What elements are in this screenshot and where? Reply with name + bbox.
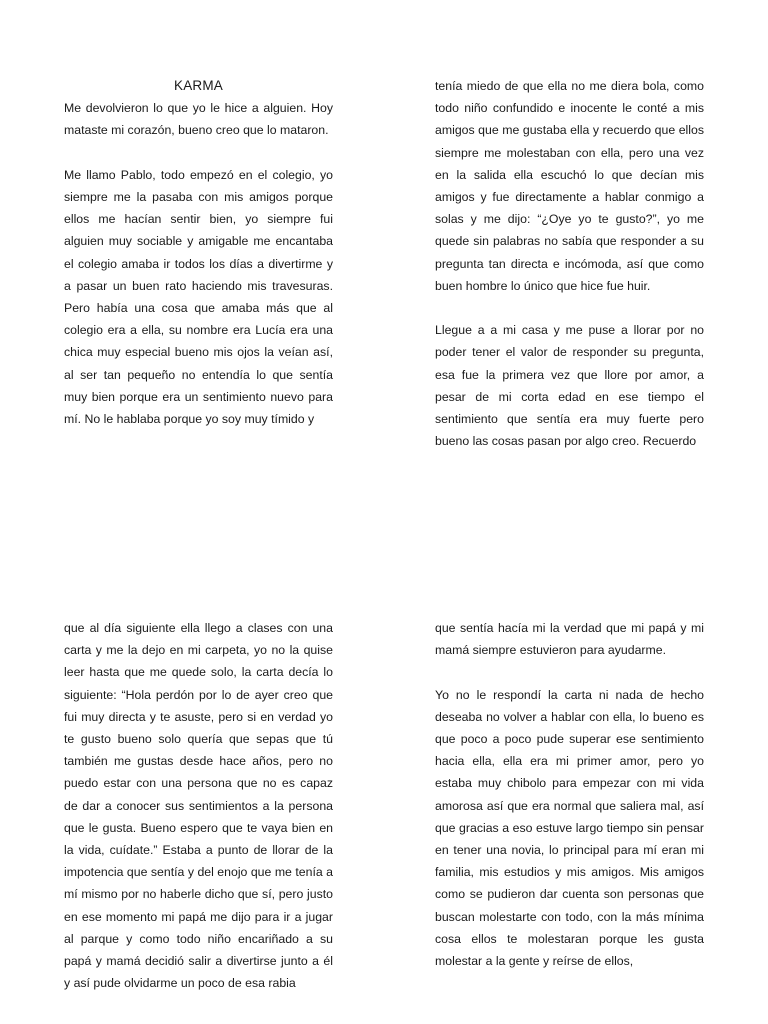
document-title: KARMA <box>173 78 223 93</box>
page-quadrant-top-right <box>435 75 704 452</box>
paragraph-story-start: Me llamo Pablo, todo empezó en el colegio, yo siempre me la pasaba con mis amigos porque ellos me hacían sentir bien, yo siempre fui alguien muy sociable y amigable me encantaba el colegio amaba ir todos los días a divertirme y a pasar un buen rato haciendo mis travesuras. Pero había una cosa que amaba más que al colegio era a ella, su nombre era Lucía era una chica muy especial bueno mis ojos la veían así, al ser tan pequeño no entendía lo que sentía muy bien porque era un sentimiento nuevo para mí. No le hablaba porque yo soy muy tímido y <box>64 167 333 427</box>
paragraph-confession: tenía miedo de que ella no me diera bola, como todo niño confundido e inocente le conté a mis amigos que me gustaba ella y recuerdo que ellos siempre me molestaban con ella, pero una vez en la salida ella escuchó lo que decían mis amigos y fue directamente a hablar conmigo a solas y me dijo: “¿Oye yo te gusto?”, yo me quede sin palabras no sabía que responder a su pregunta tan directa e incómoda, así que como buen hombre lo único que hice fue huir. <box>435 79 704 293</box>
page-quadrant-bottom-right <box>435 617 704 972</box>
page-quadrant-bottom-left <box>64 617 333 994</box>
paragraph-letter: que al día siguiente ella llego a clases con una carta y me la dejo en mi carpeta, yo no la quise leer hasta que me quede solo, la carta decía lo siguiente: “Hola perdón por lo de ayer creo que fui muy directa y te asuste, pero si en verdad yo te gusto bueno solo quería que sepas que tú también me gustas desde hace años, pero no puedo estar con una persona que no es capaz de dar a conocer sus sentimientos a la persona que le gusta. Bueno espero que te vaya bien en la vida, cuídate.” Estaba a punto de llorar de la impotencia que sentía y del enojo que me tenía a mí mismo por no haberle dicho que sí, pero justo en ese momento mi papá me dijo para ir a jugar al parque y como todo niño encariñado a su papá y mamá decidió salir a divertirse junto a él y así pude olvidarme un poco de esa rabia <box>64 621 333 991</box>
paragraph-crying: Llegue a a mi casa y me puse a llorar por no poder tener el valor de responder su pregunta, esa fue la primera vez que llore por amor, a pesar de mi corta edad en ese tiempo el sentimiento que sentía era muy fuerte pero bueno las cosas pasan por algo creo. Recuerdo <box>435 323 704 449</box>
paragraph-parents: que sentía hacía mi la verdad que mi papá y mi mamá siempre estuvieron para ayudarme. <box>435 621 704 658</box>
page-quadrant-top-left <box>64 75 333 430</box>
paragraph-intro: Me devolvieron lo que yo le hice a alguien. Hoy mataste mi corazón, bueno creo que lo mataron. <box>64 101 333 138</box>
paragraph-moving-on: Yo no le respondí la carta ni nada de hecho deseaba no volver a hablar con ella, lo bueno es que poco a poco pude superar ese sentimiento hacia ella, ella era mi primer amor, pero yo estaba muy chibolo para empezar con mi vida amorosa así que era normal que saliera mal, así que gracias a eso estuve largo tiempo sin pensar en tener una novia, lo principal para mí eran mi familia, mis estudios y mis amigos. Mis amigos como se pudieron dar cuenta son personas que buscan molestarte con todo, con la más mínima cosa ellos te molestaran porque les gusta molestar a la gente y reírse de ellos, <box>435 687 704 969</box>
